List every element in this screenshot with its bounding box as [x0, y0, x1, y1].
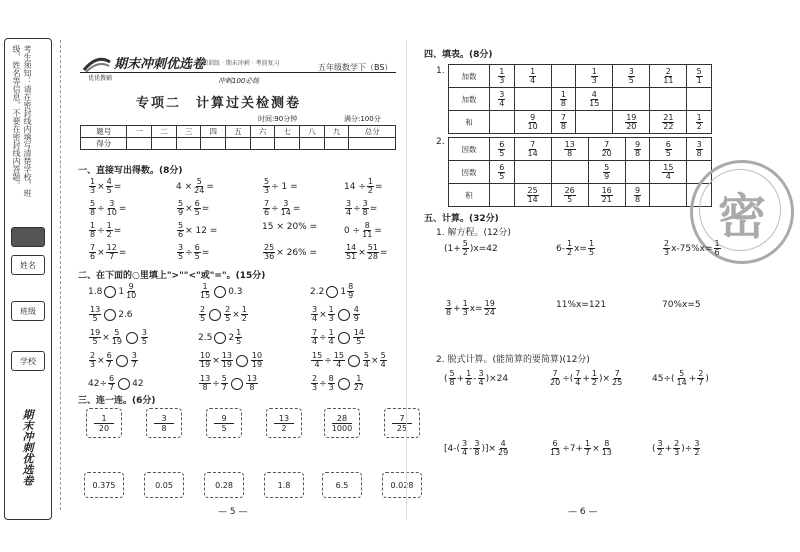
score-info: 满分:100分 — [344, 115, 381, 123]
sidebar-logo: 期末冲刺优选卷 — [21, 409, 34, 486]
match-card-fraction[interactable]: 13 2 — [266, 408, 302, 438]
match-card-fraction[interactable]: 1 20 — [86, 408, 122, 438]
table-cell: $\frac{1}{8}$ — [551, 88, 576, 111]
class-label: 班级 — [20, 306, 36, 316]
table-cell[interactable] — [650, 184, 687, 207]
compare-item[interactable]: $\frac{2}{3}$ × $\frac{6}{7}$ $\frac{3}{7}$ — [90, 351, 137, 369]
calculation-item: [4-( $\frac{3}{4}$ - $\frac{3}{8}$ )]× $\frac{4}{29}$ — [444, 439, 509, 457]
direct-calc-item: 14 ÷ $\frac{1}{2}$ = — [344, 177, 383, 195]
seal-stamp-text: 密 — [717, 188, 766, 245]
compare-circle[interactable] — [214, 286, 226, 298]
compare-item[interactable]: $\frac{13}{8}$ ÷ $\frac{5}{7}$ $\frac{13}{8}$ — [200, 374, 258, 392]
compare-item[interactable]: $\frac{19}{5}$ × $\frac{5}{19}$ $\frac{3}{5}$ — [90, 328, 148, 346]
score-cell[interactable] — [176, 138, 201, 150]
equation-item: 6- $\frac{1}{2}$ x= $\frac{1}{5}$ — [556, 239, 595, 257]
series-note: 专项训练 · 期末冲刺 · 考前复习 — [196, 60, 280, 67]
direct-calc-item: $\frac{5}{8}$ ÷ $\frac{3}{10}$ = — [90, 199, 127, 217]
table-cell: $\frac{7}{14}$ — [514, 138, 551, 161]
compare-circle[interactable] — [209, 309, 221, 321]
section5-sub2: 2. 脱式计算。(能简算的要简算)(12分) — [436, 355, 590, 365]
compare-item[interactable]: $\frac{15}{4}$ ÷ $\frac{15}{4}$ $\frac{5}{4}$ × $\frac{5}{4}$ — [312, 351, 386, 369]
section1-title: 一、直接写出得数。(8分) — [78, 166, 183, 176]
score-cell[interactable] — [226, 138, 251, 150]
calculation-item: 45÷( $\frac{5}{14}$ + $\frac{2}{7}$ ) — [652, 369, 709, 387]
class-field[interactable] — [11, 301, 45, 321]
direct-calc-item: $\frac{5}{9}$ × $\frac{6}{5}$ = — [178, 199, 210, 217]
table2-number: 2. — [436, 137, 445, 147]
table-cell: $\frac{1}{3}$ — [576, 65, 613, 88]
direct-calc-item: 0 ÷ $\frac{8}{11}$ = — [344, 221, 382, 239]
section3-title: 三、连一连。(6分) — [78, 396, 156, 406]
table1-number: 1. — [436, 66, 445, 76]
score-cell[interactable] — [201, 138, 226, 150]
equation-item: (1+ $\frac{5}{2}$ )x=42 — [444, 239, 498, 257]
score-cell[interactable] — [300, 138, 325, 150]
section4-title: 四、填表。(8分) — [424, 50, 493, 60]
calculation-item: $\frac{6}{13}$ ÷7+ $\frac{1}{7}$ × $\frac{8}{13}$ — [550, 439, 612, 457]
page-number-right: — 6 — — [568, 507, 598, 517]
name-label: 姓名 — [20, 260, 36, 270]
match-card-fraction[interactable]: 3 8 — [146, 408, 182, 438]
score-cell[interactable] — [250, 138, 275, 150]
match-card-decimal[interactable]: 0.375 — [84, 472, 124, 498]
sidebar-notice: 考生须知：请在密封线内填写清楚学校、班级、姓名等信息，不要在密封线内答题。 — [12, 45, 32, 197]
compare-circle[interactable] — [104, 286, 116, 298]
direct-calc-item: $\frac{7}{6}$ ÷ $\frac{3}{14}$ = — [264, 199, 301, 217]
school-label: 学校 — [20, 356, 36, 366]
table-cell: $\frac{9}{10}$ — [514, 111, 551, 134]
table-row-label: 和 — [449, 111, 490, 134]
direct-calc-item: $\frac{3}{5}$ ÷ $\frac{6}{5}$ = — [178, 243, 210, 261]
score-header-1: 一 — [127, 126, 152, 138]
time-info: 时间:90分钟 — [258, 115, 298, 123]
compare-circle[interactable] — [231, 378, 243, 390]
score-header-0: 题号 — [81, 126, 127, 138]
table-cell: $\frac{5}{1}$ — [687, 65, 712, 88]
direct-calc-item: $\frac{14}{51}$ × $\frac{51}{28}$ = — [346, 243, 388, 261]
table-cell: $\frac{1}{2}$ — [687, 111, 712, 134]
table-cell: $\frac{1}{3}$ — [490, 65, 515, 88]
compare-item[interactable]: $\frac{13}{5}$ 2.6 — [90, 305, 133, 323]
direct-calc-item: 4 × $\frac{5}{24}$ = — [176, 177, 214, 195]
tagline: 冲刺100必练 — [218, 77, 260, 85]
score-header-4: 四 — [201, 126, 226, 138]
score-row-label: 得分 — [81, 138, 127, 150]
name-field[interactable] — [11, 255, 45, 275]
score-cell[interactable] — [275, 138, 300, 150]
direct-calc-item: $\frac{25}{36}$ × 26% = — [264, 243, 317, 261]
table-cell: $\frac{5}{9}$ — [588, 161, 625, 184]
table-cell: $\frac{3}{4}$ — [490, 88, 515, 111]
equation-item: $\frac{2}{3}$ x-75%x= $\frac{1}{6}$ — [664, 239, 720, 257]
score-header-2: 二 — [152, 126, 177, 138]
compare-circle[interactable] — [348, 355, 360, 367]
match-card-decimal[interactable]: 0.028 — [382, 472, 422, 498]
brand-title: 期末冲刺优选卷 — [114, 57, 206, 72]
multiplication-table — [448, 137, 712, 207]
table-cell[interactable] — [613, 88, 650, 111]
compare-item[interactable]: $\frac{1}{15}$ 0.3 — [200, 282, 243, 300]
equation-item: 11%x=121 — [556, 300, 607, 310]
table-cell[interactable] — [490, 111, 515, 134]
compare-item[interactable]: $\frac{3}{4}$ × $\frac{1}{3}$ $\frac{4}{9}$ — [312, 305, 359, 323]
compare-item[interactable]: 42÷ $\frac{6}{7}$ 42 — [88, 374, 144, 392]
match-card-decimal[interactable]: 6.5 — [322, 472, 362, 498]
grade-label: 五年级数学下（BS） — [318, 63, 393, 72]
header-rule — [80, 72, 396, 73]
compare-item[interactable]: $\frac{10}{19}$ × $\frac{13}{19}$ $\frac{10}{19}$ — [200, 351, 263, 369]
score-header-9: 九 — [324, 126, 349, 138]
table-cell: $\frac{13}{8}$ — [551, 138, 588, 161]
direct-calc-item: $\frac{7}{6}$ × $\frac{12}{7}$ = — [90, 243, 127, 261]
table-cell: $\frac{4}{15}$ — [576, 88, 613, 111]
table-row-label: 积 — [449, 184, 490, 207]
score-cell[interactable] — [349, 138, 396, 150]
swoosh-icon — [82, 52, 112, 74]
table-cell: $\frac{3}{5}$ — [613, 65, 650, 88]
match-card-decimal[interactable]: 0.28 — [204, 472, 244, 498]
table-row-label: 因数 — [449, 138, 490, 161]
compare-item[interactable]: 1.8 1 $\frac{9}{10}$ — [88, 282, 137, 300]
table-cell: $\frac{6}{5}$ — [650, 138, 687, 161]
match-card-decimal[interactable]: 1.8 — [264, 472, 304, 498]
equation-item: $\frac{3}{8}$ + $\frac{1}{3}$ x= $\frac{19}{24}$ — [446, 299, 495, 317]
score-cell[interactable] — [324, 138, 349, 150]
school-field[interactable] — [11, 351, 45, 371]
score-header-10: 总分 — [349, 126, 396, 138]
compare-circle[interactable] — [338, 378, 350, 390]
table-row-label: 加数 — [449, 88, 490, 111]
calculation-item: $\frac{7}{20}$ ÷( $\frac{7}{4}$ + $\frac{1}{2}$ )× $\frac{7}{25}$ — [550, 369, 623, 387]
table-cell: $\frac{6}{5}$ — [490, 138, 515, 161]
compare-circle[interactable] — [326, 286, 338, 298]
compare-circle[interactable] — [104, 309, 116, 321]
table-cell: $\frac{15}{4}$ — [650, 161, 687, 184]
compare-item[interactable]: $\frac{7}{4}$ ÷ $\frac{1}{4}$ $\frac{14}{5}$ — [312, 328, 364, 346]
table-cell[interactable] — [490, 184, 515, 207]
table-cell: $\frac{26}{5}$ — [551, 184, 588, 207]
direct-calc-item: $\frac{1}{3}$ × $\frac{4}{5}$ = — [90, 177, 122, 195]
direct-calc-item: 15 × 20% = — [262, 222, 318, 232]
section2-title: 二、在下面的○里填上">""<"或"="。(15分) — [78, 271, 266, 281]
equation-item: 70%x=5 — [662, 300, 701, 310]
compare-circle[interactable] — [126, 332, 138, 344]
compare-circle[interactable] — [236, 355, 248, 367]
score-header-8: 八 — [300, 126, 325, 138]
score-header-3: 三 — [176, 126, 201, 138]
page-divider — [406, 40, 407, 520]
compare-item[interactable]: $\frac{2}{3}$ ÷ $\frac{8}{3}$ $\frac{1}{27}$ — [312, 374, 364, 392]
section5-title: 五、计算。(32分) — [424, 214, 499, 224]
compare-circle[interactable] — [338, 309, 350, 321]
direct-calc-item: $\frac{3}{4}$ ÷ $\frac{3}{8}$ = — [346, 199, 378, 217]
publisher: 优优教辅 — [88, 75, 113, 82]
direct-calc-item: $\frac{5}{3}$ ÷ 1 = — [264, 177, 298, 195]
table-row-label: 加数 — [449, 65, 490, 88]
score-table — [80, 125, 396, 150]
score-header-7: 七 — [275, 126, 300, 138]
compare-item[interactable]: 2.2 1 $\frac{8}{9}$ — [310, 282, 354, 300]
table-cell: $\frac{16}{21}$ — [588, 184, 625, 207]
table-cell: $\frac{19}{20}$ — [613, 111, 650, 134]
match-card-fraction[interactable]: 28 1000 — [324, 408, 360, 438]
table-cell[interactable] — [514, 161, 551, 184]
table-cell: $\frac{3}{8}$ — [687, 138, 712, 161]
score-header-6: 六 — [250, 126, 275, 138]
score-cell[interactable] — [152, 138, 177, 150]
section5-sub1: 1. 解方程。(12分) — [436, 228, 511, 238]
match-card-decimal[interactable]: 0.05 — [144, 472, 184, 498]
compare-item[interactable]: 2.5 2 $\frac{1}{5}$ — [198, 328, 242, 346]
table-cell[interactable] — [650, 88, 687, 111]
seal-line — [60, 40, 61, 510]
score-header-5: 五 — [226, 126, 251, 138]
direct-calc-item: $\frac{1}{8}$ ÷ $\frac{1}{2}$ = — [90, 221, 122, 239]
sidebar — [4, 38, 52, 520]
table-cell[interactable] — [551, 161, 588, 184]
brand-logo — [82, 52, 112, 74]
page-title: 专项二 计算过关检测卷 — [136, 96, 302, 111]
sidebar-logo-badge — [11, 227, 45, 247]
table-cell[interactable] — [687, 88, 712, 111]
table-cell: $\frac{25}{14}$ — [514, 184, 551, 207]
table-cell: $\frac{1}{4}$ — [514, 65, 551, 88]
calculation-item: ( $\frac{5}{8}$ + $\frac{1}{6}$ - $\frac{3}{4}$ )×24 — [444, 369, 509, 387]
table-cell: $\frac{2}{11}$ — [650, 65, 687, 88]
direct-calc-item: $\frac{5}{6}$ × 12 = — [178, 221, 218, 239]
table-cell: $\frac{7}{8}$ — [551, 111, 576, 134]
table-cell: $\frac{9}{8}$ — [625, 184, 650, 207]
table-row-label: 因数 — [449, 161, 490, 184]
compare-circle[interactable] — [338, 332, 350, 344]
calculation-item: ( $\frac{3}{2}$ + $\frac{2}{3}$ )÷ $\frac{3}{2}$ — [652, 439, 700, 457]
score-cell[interactable] — [127, 138, 152, 150]
compare-circle[interactable] — [214, 332, 226, 344]
table-cell[interactable] — [576, 111, 613, 134]
addition-table — [448, 64, 712, 134]
table-cell: $\frac{21}{22}$ — [650, 111, 687, 134]
match-card-fraction[interactable]: 7 25 — [384, 408, 420, 438]
match-card-fraction[interactable]: 9 5 — [206, 408, 242, 438]
table-cell[interactable] — [514, 88, 551, 111]
table-cell: $\frac{7}{20}$ — [588, 138, 625, 161]
table-cell[interactable] — [551, 65, 576, 88]
table-cell: $\frac{6}{5}$ — [490, 161, 515, 184]
page-number-left: — 5 — — [218, 507, 248, 517]
table-cell: $\frac{9}{8}$ — [625, 138, 650, 161]
compare-circle[interactable] — [118, 378, 130, 390]
table-cell[interactable] — [625, 161, 650, 184]
compare-circle[interactable] — [116, 355, 128, 367]
compare-item[interactable]: $\frac{2}{5}$ $\frac{2}{5}$ × $\frac{1}{2}$ — [200, 305, 247, 323]
